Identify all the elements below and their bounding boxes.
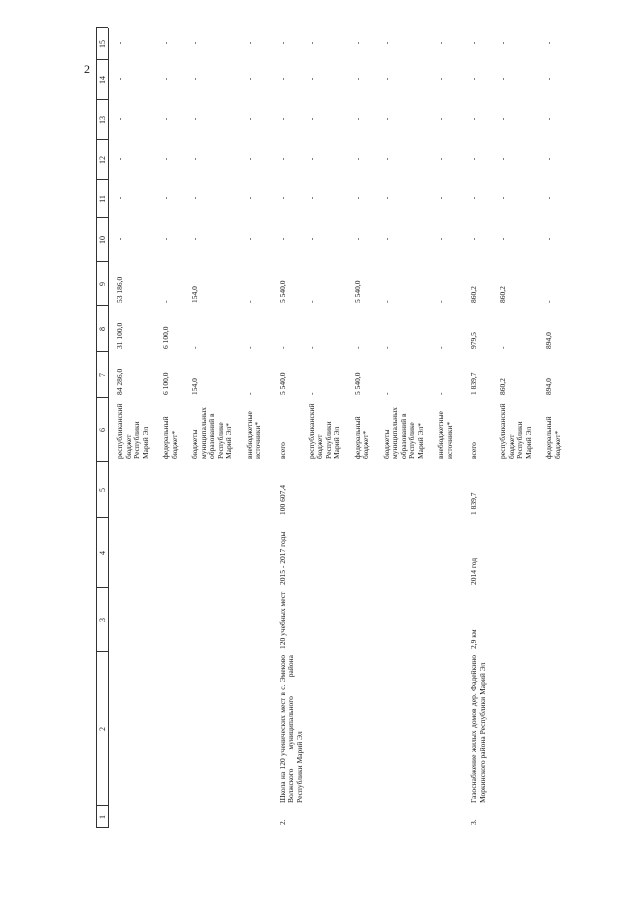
- funding-value: -: [306, 196, 316, 200]
- funding-value: -: [436, 196, 445, 200]
- object-name: Школа на 120 ученических мест в с. Эмеково Волжского муниципального района Республики Марий Эл: [277, 653, 304, 803]
- funding-value: -: [244, 392, 254, 395]
- funding-value: 154,0: [190, 378, 199, 395]
- funding-value: -: [277, 346, 287, 349]
- funding-value: 860,2: [498, 378, 507, 395]
- funding-value: -: [306, 117, 316, 121]
- funding-value: -: [544, 41, 553, 45]
- construction-period: 2014 год: [469, 557, 478, 585]
- funding-value: -: [436, 117, 445, 121]
- object-capacity: 2,9 км: [469, 629, 478, 649]
- funding-value: -: [161, 300, 170, 303]
- header-column-number: 5: [98, 488, 107, 492]
- funding-value: -: [161, 77, 170, 81]
- funding-value: -: [498, 41, 507, 45]
- funding-value: -: [277, 157, 287, 161]
- funding-value: 84 286,0: [115, 368, 124, 395]
- header-top-rule: [96, 28, 97, 828]
- funding-value: -: [244, 237, 254, 241]
- header-column-number: 9: [98, 282, 107, 286]
- funding-value: -: [277, 117, 287, 121]
- funding-value: -: [436, 392, 445, 395]
- header-column-number: 12: [98, 156, 107, 164]
- funding-value: -: [306, 157, 316, 161]
- funding-value: -: [277, 237, 287, 241]
- funding-value: 979,5: [469, 332, 478, 349]
- funding-value: -: [381, 300, 391, 303]
- funding-value: -: [306, 237, 316, 241]
- funding-value: -: [352, 196, 362, 200]
- funding-value: -: [498, 196, 507, 200]
- funding-value: -: [436, 157, 445, 161]
- funding-value: -: [190, 117, 199, 121]
- funding-value: -: [306, 300, 316, 303]
- funding-value: -: [469, 77, 478, 81]
- row-number: 3.: [469, 819, 478, 825]
- funding-source-label: всего: [277, 442, 287, 459]
- funding-value: -: [381, 196, 391, 200]
- funding-value: -: [306, 41, 316, 45]
- header-column-number: 10: [98, 236, 107, 244]
- funding-value: -: [115, 41, 124, 45]
- funding-value: -: [161, 196, 170, 200]
- funding-value: -: [381, 117, 391, 121]
- funding-value: -: [190, 237, 199, 241]
- funding-value: -: [436, 237, 445, 241]
- funding-source-label: федеральный бюджет*: [352, 414, 370, 459]
- header-column-number: 4: [98, 551, 107, 555]
- funding-value: -: [544, 300, 553, 303]
- funding-value: -: [306, 77, 316, 81]
- funding-value: -: [244, 77, 254, 81]
- header-column-number: 1: [98, 815, 107, 819]
- funding-value: 894,0: [544, 332, 553, 349]
- funding-value: -: [190, 77, 199, 81]
- row-number: 2.: [277, 819, 287, 825]
- funding-value: -: [306, 346, 316, 349]
- funding-source-label: внебюджетные источники*: [244, 409, 262, 459]
- funding-value: -: [498, 157, 507, 161]
- funding-value: -: [115, 117, 124, 121]
- funding-value: 154,0: [190, 286, 199, 303]
- header-column-number: 2: [98, 727, 107, 731]
- total-cost: 1 839,7: [469, 492, 478, 515]
- total-cost: 100 607,4: [277, 485, 287, 515]
- funding-value: -: [244, 196, 254, 200]
- funding-value: -: [381, 346, 391, 349]
- funding-value: -: [190, 157, 199, 161]
- funding-value: 5 540,0: [352, 372, 362, 395]
- funding-value: -: [277, 41, 287, 45]
- header-column-number: 6: [98, 428, 107, 432]
- funding-value: -: [352, 77, 362, 81]
- funding-value: -: [115, 237, 124, 241]
- funding-source-label: республиканский бюджет Республики Марий Эл: [306, 401, 341, 459]
- funding-value: -: [277, 77, 287, 81]
- header-bottom-rule: [108, 28, 109, 828]
- header-column-number: 3: [98, 618, 107, 622]
- funding-value: -: [498, 77, 507, 81]
- construction-period: 2015 - 2017 годы: [277, 531, 287, 585]
- funding-value: 31 100,0: [115, 322, 124, 349]
- funding-value: -: [381, 41, 391, 45]
- funding-value: -: [161, 157, 170, 161]
- funding-value: -: [115, 157, 124, 161]
- header-column-number: 14: [98, 76, 107, 84]
- funding-value: -: [190, 41, 199, 45]
- funding-value: -: [277, 196, 287, 200]
- funding-value: -: [381, 77, 391, 81]
- funding-value: -: [244, 346, 254, 349]
- funding-value: 860,2: [498, 286, 507, 303]
- funding-value: -: [115, 77, 124, 81]
- funding-value: -: [352, 117, 362, 121]
- object-name: Газоснабжение жилых домов дер. Фадейкино Моркинского района Республики Марий Эл: [469, 653, 487, 803]
- funding-value: -: [381, 157, 391, 161]
- funding-value: -: [161, 41, 170, 45]
- funding-value: -: [436, 346, 445, 349]
- funding-value: -: [244, 41, 254, 45]
- funding-value: -: [381, 392, 391, 395]
- funding-value: -: [244, 117, 254, 121]
- funding-value: 6 100,0: [161, 326, 170, 349]
- funding-source-label: внебюджетные источники*: [436, 409, 454, 459]
- funding-value: 5 540,0: [277, 280, 287, 303]
- funding-value: -: [498, 117, 507, 121]
- funding-value: -: [469, 41, 478, 45]
- funding-value: -: [498, 346, 507, 349]
- funding-value: -: [244, 157, 254, 161]
- funding-value: 894,0: [544, 378, 553, 395]
- funding-value: -: [544, 196, 553, 200]
- header-column-number: 8: [98, 327, 107, 331]
- rotated-table: [86, 28, 636, 828]
- header-column-number: 15: [98, 40, 107, 48]
- funding-value: -: [498, 237, 507, 241]
- funding-value: -: [436, 77, 445, 81]
- funding-value: 5 540,0: [277, 372, 287, 395]
- funding-value: -: [469, 237, 478, 241]
- funding-value: 5 540,0: [352, 280, 362, 303]
- funding-value: -: [161, 237, 170, 241]
- funding-source-label: республиканский бюджет Республики Марий Эл: [498, 401, 533, 459]
- funding-source-label: федеральный бюджет*: [161, 414, 179, 459]
- funding-value: -: [190, 196, 199, 200]
- page-number: 2: [84, 62, 90, 76]
- funding-value: -: [352, 237, 362, 241]
- funding-value: -: [469, 117, 478, 121]
- funding-value: 6 100,0: [161, 372, 170, 395]
- funding-value: -: [544, 117, 553, 121]
- funding-value: -: [469, 196, 478, 200]
- funding-source-label: всего: [469, 442, 478, 459]
- header-column-number: 7: [98, 373, 107, 377]
- funding-source-label: бюджеты муниципальных образований в Республике Марий Эл*: [190, 405, 233, 459]
- funding-value: -: [436, 300, 445, 303]
- funding-value: -: [381, 237, 391, 241]
- header-column-number: 11: [98, 195, 107, 203]
- funding-value: -: [352, 346, 362, 349]
- funding-source-label: бюджеты муниципальных образований в Республике Марий Эл*: [381, 405, 425, 459]
- funding-value: -: [544, 157, 553, 161]
- funding-value: -: [115, 196, 124, 200]
- funding-value: -: [544, 77, 553, 81]
- funding-value: -: [469, 157, 478, 161]
- funding-value: -: [352, 157, 362, 161]
- funding-value: -: [436, 41, 445, 45]
- funding-source-label: республиканский бюджет Республики Марий Эл: [115, 401, 150, 459]
- funding-value: 53 186,0: [115, 276, 124, 303]
- funding-value: 1 839,7: [469, 372, 478, 395]
- funding-value: -: [244, 300, 254, 303]
- funding-value: -: [306, 392, 316, 395]
- funding-value: -: [190, 346, 199, 349]
- funding-value: -: [352, 41, 362, 45]
- funding-value: -: [161, 117, 170, 121]
- funding-source-label: федеральный бюджет*: [544, 414, 562, 459]
- funding-value: 860,2: [469, 286, 478, 303]
- header-column-number: 13: [98, 116, 107, 124]
- object-capacity: 120 учебных мест: [277, 591, 287, 649]
- funding-value: -: [544, 237, 553, 241]
